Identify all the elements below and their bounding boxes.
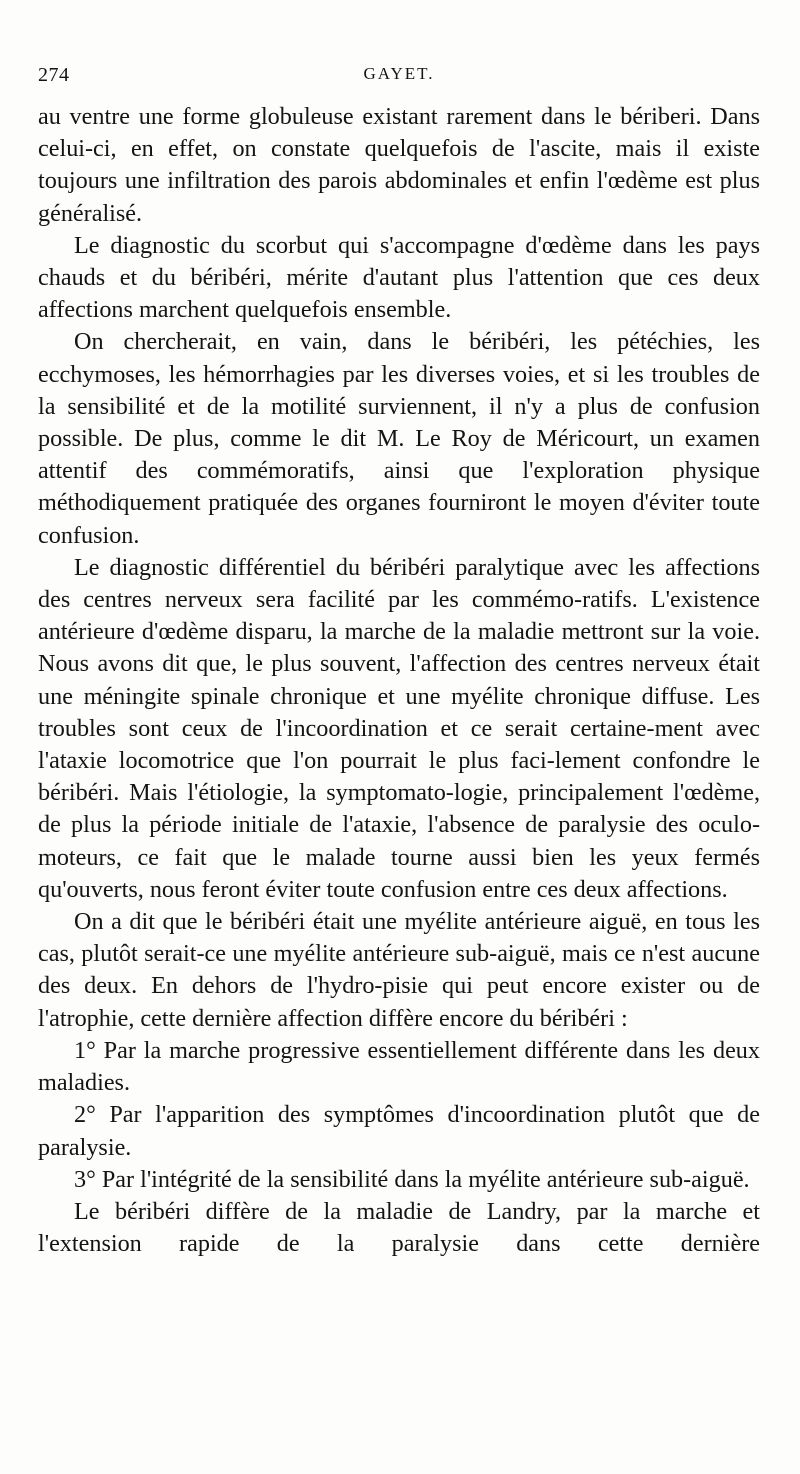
list-item-3: 3° Par l'intégrité de la sensibilité dans la myélite antérieure sub-aiguë. — [74, 1165, 750, 1193]
paragraph-petechiae: On chercherait, en vain, dans le béribéri, les pétéchies, les ecchymoses, les hémorrhagies par les diverses voies, et si les troubles de la sensibilité et de la motilité surviennent, il n'y a plus de confusion possible. De plus, comme le dit M. Le Roy de Méricourt, un examen attentif des commémoratifs, ainsi que l'exploration physique méthodiquement pratiquée des organes fourniront le moyen d'éviter toute confusion. — [38, 328, 760, 549]
paragraph-continuation: au ventre une forme globuleuse existant rarement dans le bériberi. Dans celui-ci, en effet, on constate quelquefois de l'ascite, mais il existe toujours une infiltration des parois abdominales et enfin l'œdème est plus généralisé. — [38, 103, 760, 227]
page-number: 274 — [38, 64, 70, 86]
running-head — [38, 64, 760, 90]
paragraph-differential-diagnosis: Le diagnostic différentiel du béribéri paralytique avec les affections des centres nerveux sera facilité par les commémo-ratifs. L'existence antérieure d'œdème disparu, la marche de la maladie mettront sur la voie. Nous avons dit que, le plus souvent, l'affection des centres nerveux était une méningite spinale chronique et une myélite chronique diffuse. Les troubles sont ceux de l'incoordination et ce serait certaine-ment avec l'ataxie locomotrice que l'on pourrait le plus faci-lement confondre le béribéri. Mais l'étiologie, la symptomato-logie, principalement l'œdème, de plus la période initiale de l'ataxie, l'absence de paralysie des oculo-moteurs, ce fait que le malade tourne aussi bien les yeux fermés qu'ouverts, nous feront éviter toute confusion entre ces deux affections. — [38, 553, 760, 903]
list-item-1: 1° Par la marche progressive essentiellement différente dans les deux maladies. — [38, 1036, 760, 1097]
list-item-2: 2° Par l'apparition des symptômes d'incoordination plutôt que de paralysie. — [38, 1101, 760, 1161]
paragraph-landry: Le béribéri diffère de la maladie de Landry, par la marche et l'extension rapide de la paralysie dans cette dernière — [38, 1197, 760, 1258]
body-text — [38, 101, 760, 1260]
paragraph-scurvy-diagnosis: Le diagnostic du scorbut qui s'accompagne d'œdème dans les pays chauds et du béribéri, mérite d'autant plus l'attention que ces deux affections marchent quelquefois ensemble. — [38, 231, 760, 324]
running-title: GAYET. — [363, 64, 435, 83]
paragraph-myelitis: On a dit que le béribéri était une myélite antérieure aiguë, en tous les cas, plutôt serait-ce une myélite antérieure sub-aiguë, mais ce n'est aucune des deux. En dehors de l'hydro-pisie qui peut encore exister ou de l'atrophie, cette dernière affection diffère encore du béribéri : — [38, 908, 760, 1032]
